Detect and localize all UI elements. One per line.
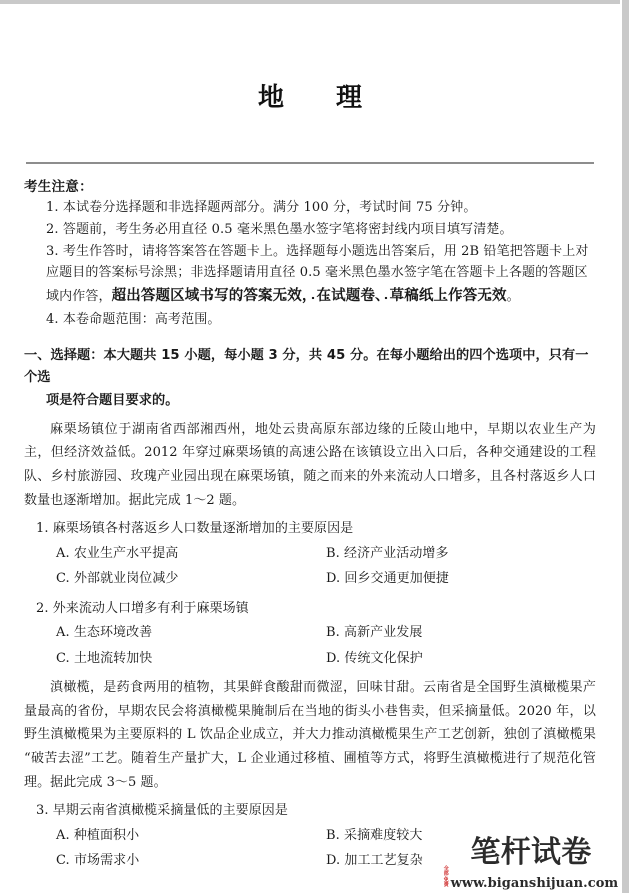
notice-item-3-emphasis-2: 答无效 <box>463 288 507 308</box>
notice-item-3-lead: 3. 考生作答时，请将答案答在答题卡上。选择题每小题选出答案后，用 2B 铅笔把答题卡上对应题目的答案标号涂黑；非选择题请用直径 0.5 毫米黑色墨水签字笔在答题卡上各题的答题区域内作答， <box>46 243 589 305</box>
watermark-url: www.biganshijuan.com <box>450 876 619 891</box>
exam-paper-sheet <box>0 4 620 893</box>
question-1 <box>24 518 596 591</box>
question-3-option-b[interactable]: B. 采摘难度较大 <box>326 828 423 844</box>
candidate-notice-heading: 考生注意： <box>24 179 93 195</box>
question-1-options <box>24 541 596 592</box>
question-2-option-row-2 <box>24 646 596 671</box>
question-3-option-a[interactable]: A. 种植面积小 <box>56 828 140 844</box>
page-edge-right <box>622 0 629 893</box>
notice-item-3-tail: 。 <box>506 289 520 305</box>
question-1-option-c[interactable]: C. 外部就业岗位减少 <box>56 571 179 587</box>
candidate-notice-list <box>24 197 596 331</box>
question-3-option-d[interactable]: D. 加工工艺复杂 <box>326 853 423 869</box>
question-2 <box>24 598 596 671</box>
notice-item-4: 4. 本卷命题范围：高考范围。 <box>46 311 221 327</box>
notice-item-3-emphasis: 超出答题区域书写的答案无效，在试题卷、草稿纸上作 <box>112 288 463 308</box>
question-1-stem: 1. 麻栗场镇各村落返乡人口数量逐渐增加的主要原因是 <box>36 521 354 537</box>
question-3-stem: 3. 早期云南省滇橄榄采摘量低的主要原因是 <box>36 803 288 819</box>
question-1-option-d[interactable]: D. 回乡交通更加便捷 <box>326 571 449 587</box>
question-1-option-row-1 <box>24 541 596 566</box>
page-edge-right-inner <box>620 0 622 893</box>
notice-item-1: 1. 本试卷分选择题和非选择题两部分。满分 100 分，考试时间 75 分钟。 <box>46 200 477 215</box>
title-divider <box>26 162 594 164</box>
watermark-free-badge: 全部免费 <box>443 866 449 888</box>
question-3-option-c[interactable]: C. 市场需求小 <box>56 853 140 869</box>
question-2-stem: 2. 外来流动人口增多有利于麻栗场镇 <box>36 600 249 616</box>
question-2-option-d[interactable]: D. 传统文化保护 <box>326 650 423 666</box>
question-2-option-a[interactable]: A. 生态环境改善 <box>56 625 153 641</box>
question-2-option-c[interactable]: C. 土地流转加快 <box>56 650 153 666</box>
candidate-notice-block <box>24 175 596 331</box>
question-2-option-b[interactable]: B. 高新产业发展 <box>326 625 423 641</box>
question-2-option-row-1 <box>24 620 596 645</box>
site-watermark <box>443 835 619 891</box>
watermark-brand: 笔杆试卷 <box>470 835 592 870</box>
section-heading-line-2: 项是符合题目要求的。 <box>46 392 179 408</box>
notice-item-3 <box>24 241 596 309</box>
section-heading-line-1: 一、选择题：本大题共 15 小题，每小题 3 分，共 45 分。在每小题给出的四个选项中，只有一个选 <box>24 347 589 386</box>
question-1-option-b[interactable]: B. 经济产业活动增多 <box>326 545 449 561</box>
watermark-url-row <box>443 866 619 891</box>
question-1-option-a[interactable]: A. 农业生产水平提高 <box>56 545 179 561</box>
passage-1: 麻栗场镇位于湖南省西部湘西州，地处云贵高原东部边缘的丘陵山地中，早期以农业生产为主，但经济效益低。2012 年穿过麻栗场镇的高速公路在该镇设立出入口后，各种交通建设的工程队、乡村旅游园、玫瑰产业园出现在麻栗场镇，随之而来的外来流动人口增多，且各村落返乡人口数量也逐渐增加。据此完成 1～2 题。 <box>24 421 596 508</box>
question-2-options <box>24 620 596 671</box>
passage-2: 滇橄榄，是药食两用的植物，其果鲜食酸甜而微涩，回味甘甜。云南省是全国野生滇橄榄果产量最高的省份，早期农民会将滇橄榄果腌制后在当地的街头小巷售卖，但采摘量低。2020 年，以野生滇橄榄果为主要原料的 L 饮品企业成立，并大力推动滇橄榄果生产工艺创新，独创了滇橄榄果“破苦去涩”工艺。随着生产量扩大，L 企业通过移植、圃植等方式，将野生滇橄榄进行了规范化管理。据此完成 3～5 题。 <box>24 680 596 790</box>
notice-item-2: 2. 答题前，考生务必用直径 0.5 毫米黑色墨水签字笔将密封线内项目填写清楚。 <box>46 221 513 237</box>
section-heading <box>24 345 596 413</box>
question-1-option-row-2 <box>24 566 596 591</box>
page-title: 地 理 <box>257 83 375 113</box>
